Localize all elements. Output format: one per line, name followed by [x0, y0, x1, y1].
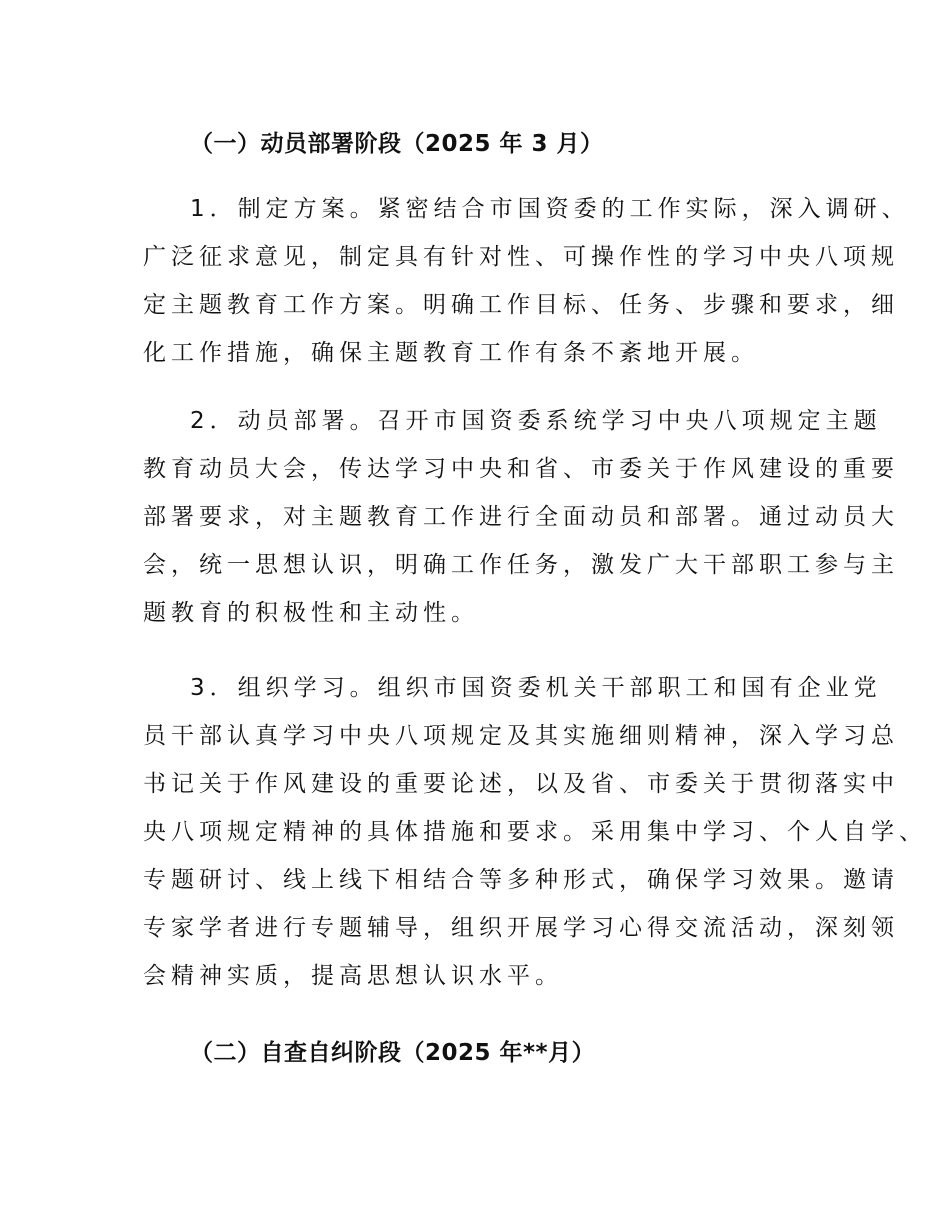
- paragraph-line: 会，统一思想认识，明确工作任务，激发广大干部职工参与主: [143, 552, 899, 578]
- section-heading-2: （二）自查自纠阶段（2025 年**月）: [190, 1040, 596, 1066]
- paragraph-line: 1．制定方案。紧密结合市国资委的工作实际，深入调研、: [190, 196, 910, 222]
- paragraph-line: 定主题教育工作方案。明确工作目标、任务、步骤和要求，细: [143, 292, 899, 318]
- paragraph-1: [143, 185, 910, 377]
- paragraph-line: 会精神实质，提高思想认识水平。: [143, 963, 563, 989]
- paragraph-line: 广泛征求意见，制定具有针对性、可操作性的学习中央八项规: [143, 244, 899, 270]
- paragraph-line: 教育动员大会，传达学习中央和省、市委关于作风建设的重要: [143, 456, 899, 482]
- paragraph-line: 央八项规定精神的具体措施和要求。采用集中学习、个人自学、: [143, 819, 927, 845]
- paragraph-line: 3．组织学习。组织市国资委机关干部职工和国有企业党: [190, 675, 882, 701]
- paragraph-line: 题教育的积极性和主动性。: [143, 600, 479, 626]
- section-heading-1: （一）动员部署阶段（2025 年 3 月）: [190, 131, 604, 157]
- paragraph-line: 专题研讨、线上线下相结合等多种形式，确保学习效果。邀请: [143, 867, 899, 893]
- paragraph-line: 化工作措施，确保主题教育工作有条不紊地开展。: [143, 340, 759, 366]
- paragraph-2: [143, 397, 899, 637]
- paragraph-3: [143, 664, 927, 1000]
- paragraph-line: 书记关于作风建设的重要论述，以及省、市委关于贯彻落实中: [143, 771, 899, 797]
- paragraph-line: 专家学者进行专题辅导，组织开展学习心得交流活动，深刻领: [143, 915, 899, 941]
- paragraph-line: 员干部认真学习中央八项规定及其实施细则精神，深入学习总: [143, 723, 899, 749]
- paragraph-line: 2．动员部署。召开市国资委系统学习中央八项规定主题: [190, 408, 882, 434]
- paragraph-line: 部署要求，对主题教育工作进行全面动员和部署。通过动员大: [143, 504, 899, 530]
